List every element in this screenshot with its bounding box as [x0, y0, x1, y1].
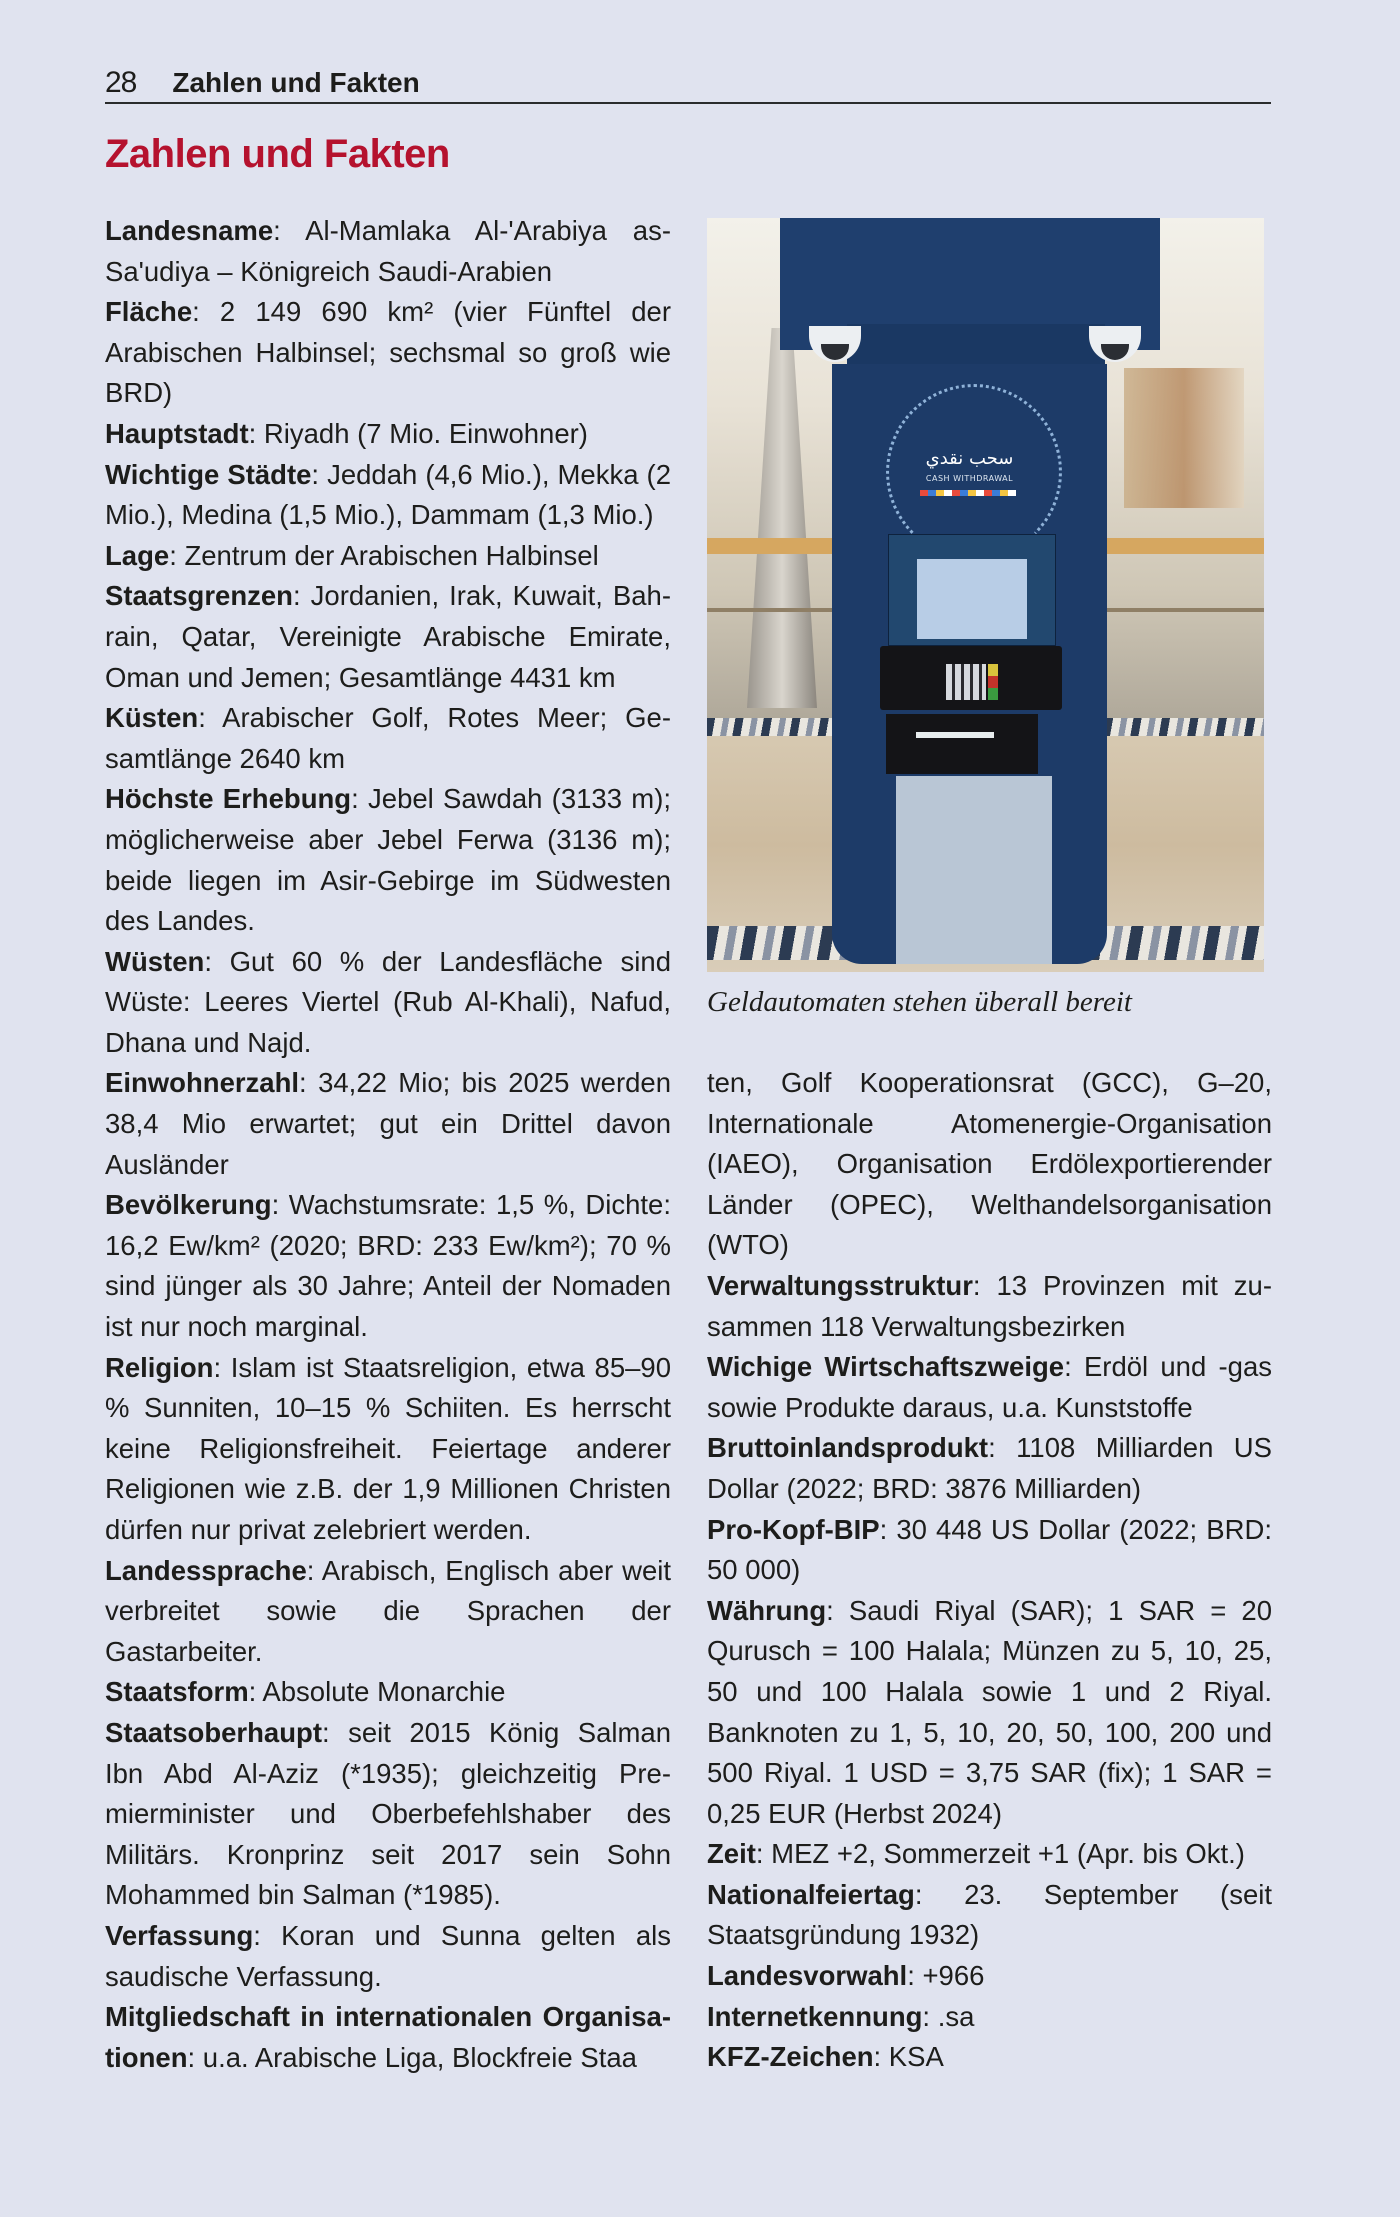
fact-wirtschaftszweige: [707, 1347, 1272, 1428]
fact-verwaltungsstruktur: [707, 1266, 1272, 1347]
fact-lage: [105, 536, 671, 577]
fact-label: Internetkennung: [707, 2000, 923, 2032]
atm-photo: [707, 218, 1264, 972]
fact-label: Einwohnerzahl: [105, 1067, 300, 1099]
fact-text: : Erdöl und -gas sowie Produkte daraus, u.a. Kunststoffe: [707, 1351, 1273, 1423]
fact-text: : Jebel Sawdah (3133 m); möglicherweise aber Jebel Ferwa (3136 m); beide liegen im Asir-Gebirge im Südwesten des Landes.: [105, 783, 671, 937]
fact-bevoelkerung: [105, 1185, 671, 1347]
atm-fascia: [880, 646, 1062, 710]
fact-staatsgrenzen: [105, 576, 671, 698]
fact-wichtige-staedte: [105, 455, 671, 536]
fact-label: Mitgliedschaft in internationalen Organisationen: [105, 2001, 671, 2073]
page-number: 28: [105, 66, 137, 99]
running-title: Zahlen und Fakten: [172, 67, 420, 98]
fact-hauptstadt: [105, 414, 671, 455]
fact-label: Staatsgrenzen: [105, 580, 293, 612]
photo-caption: Geldautomaten stehen überall bereit: [707, 986, 1132, 1018]
mall-shopfront: [1124, 368, 1244, 508]
atm-base: [896, 776, 1052, 964]
cash-slot: [886, 714, 1038, 774]
fact-label: Religion: [105, 1351, 214, 1383]
card-logos-icon: [920, 490, 1016, 496]
fact-text: : Wachstumsrate: 1,5 %, Dichte: 16,2 Ew/km² (2020; BRD: 233 Ew/km²); 70 % sind jünger als 30 Jahre; Anteil der Nomaden ist nur noch marginal.: [105, 1189, 671, 1343]
fact-religion: [105, 1348, 671, 1551]
fact-label: Bruttoinlandsprodukt: [707, 1432, 989, 1464]
fact-label: Hauptstadt: [105, 417, 249, 449]
fact-text: : 30 448 US Dollar (2022; BRD: 50 000): [707, 1513, 1272, 1586]
facts-column-right: [707, 1063, 1272, 2078]
fact-text: : Arabisch, Englisch aber weit verbreitet sowie die Sprachen der Gastarbeiter.: [105, 1554, 671, 1667]
fact-kfz-zeichen: [707, 2037, 1272, 2078]
atm-screen: [917, 559, 1027, 639]
fact-kuesten: [105, 698, 671, 779]
fact-label: Bevölkerung: [105, 1189, 272, 1221]
fact-pro-kopf-bip: [707, 1510, 1272, 1591]
fact-verfassung: [105, 1916, 671, 1997]
fact-text: : 2 149 690 km² (vier Fünftel der Arabischen Halbinsel; sechsmal so groß wie BRD): [105, 296, 671, 409]
fact-staatsform: [105, 1672, 671, 1713]
fact-mitgliedschaft: [105, 1997, 671, 2078]
atm-body: [832, 364, 1107, 964]
section-title: Zahlen und Fakten: [105, 132, 450, 176]
fact-label: Zeit: [707, 1838, 756, 1870]
fact-zeit: [707, 1834, 1272, 1875]
fact-text: : MEZ +2, Sommerzeit +1 (Apr. bis Okt.): [755, 1838, 1245, 1870]
fact-nationalfeiertag: [707, 1875, 1272, 1956]
fact-text: : Jordanien, Irak, Kuwait, Bahrain, Qatar, Vereinigte Arabische Emirate, Oman und Jemen; Gesamtlänge 4431 km: [105, 580, 671, 693]
fact-label: Pro-Kopf-BIP: [707, 1513, 880, 1545]
fact-text: : 13 Provinzen mit zusammen 118 Verwaltungsbezirken: [707, 1269, 1272, 1342]
fact-text: : 34,22 Mio; bis 2025 werden 38,4 Mio erwartet; gut ein Drittel davon Ausländer: [105, 1067, 671, 1180]
fact-text: : 23. September (seit Staatsgründung 1932): [707, 1878, 1272, 1951]
fact-text: : Riyadh (7 Mio. Einwohner): [248, 417, 588, 449]
fact-label: Landesvorwahl: [707, 1960, 908, 1992]
fact-flaeche: [105, 292, 671, 414]
fact-label: Wichige Wirtschaftszweige: [707, 1351, 1065, 1383]
fact-landesvorwahl: [707, 1956, 1272, 1997]
fact-label: Höchste Erhebung: [105, 783, 352, 815]
fact-label: Fläche: [105, 296, 193, 328]
running-header: [105, 64, 1271, 104]
keypad-icon: [946, 664, 986, 700]
fact-landesname: [105, 211, 671, 292]
atm-screen-panel: [888, 534, 1056, 646]
fact-label: Währung: [707, 1594, 827, 1626]
fact-landessprache: [105, 1551, 671, 1673]
fact-text: : Zentrum der Arabischen Halbinsel: [169, 539, 599, 571]
fact-wuesten: [105, 942, 671, 1064]
fact-text: : Koran und Sunna gelten als saudische Verfassung.: [105, 1919, 671, 1992]
fact-label: Küsten: [105, 702, 199, 734]
fact-text: : Gut 60 % der Landesfläche sind Wüste: Leeres Viertel (Rub Al-Khali), Nafud, Dhana und Najd.: [105, 945, 671, 1058]
fact-staatsoberhaupt: [105, 1713, 671, 1916]
fact-label: Staatsform: [105, 1676, 249, 1708]
fact-label: Wüsten: [105, 945, 205, 977]
fact-hoechste-erhebung: [105, 779, 671, 941]
fact-label: Wichtige Städte: [105, 458, 312, 490]
fact-label: Nationalfeiertag: [707, 1878, 915, 1910]
fact-label: Verwaltungsstruktur: [707, 1269, 973, 1301]
fact-einwohnerzahl: [105, 1063, 671, 1185]
fact-text: : 1108 Milliarden US Dollar (2022; BRD: 3876 Milliarden): [707, 1432, 1272, 1504]
fact-text: : Saudi Riyal (SAR); 1 SAR = 20 Qurusch = 100 Halala; Münzen zu 5, 10, 25, 50 und 100 Halala sowie 1 und 2 Riyal. Banknoten zu 1, 5, 10, 20, 50, 100, 200 und 500 Riyal. 1 USD = 3,75 SAR (fix); 1 SAR = 0,25 EUR (Herbst 2024): [707, 1594, 1272, 1829]
atm-sign-english: CASH WITHDRAWAL: [925, 474, 1014, 483]
fact-text: : KSA: [873, 2041, 944, 2073]
fact-bruttoinlandsprodukt: [707, 1428, 1272, 1509]
fact-label: Landesname: [105, 215, 274, 246]
fact-internetkennung: [707, 1997, 1272, 2038]
fact-text: : Arabischer Golf, Rotes Meer; Gesamtlänge 2640 km: [105, 702, 671, 774]
fact-label: Lage: [105, 539, 170, 571]
fact-label: Staatsoberhaupt: [105, 1716, 322, 1748]
atm-sign-arabic: سحب نقدي: [925, 448, 1014, 469]
fact-text: : Absolute Monarchie: [248, 1676, 506, 1708]
function-keys-icon: [988, 664, 998, 700]
fact-waehrung: [707, 1591, 1272, 1835]
fact-label: KFZ-Zeichen: [707, 2041, 874, 2073]
fact-text: : u.a. Arabische Liga, Blockfreie Staa: [187, 2041, 637, 2073]
fact-mitgliedschaft-continued: ten, Golf Kooperationsrat (GCC), G–20, Internationale Atomenergie-Organisation (IAEO), Organisation Erdölexportierender Länder (OPEC), Welthandelsorganisation (WTO): [707, 1067, 1272, 1261]
fact-text: : seit 2015 König Salman Ibn Abd Al-Aziz (*1935); gleichzeitig Premierminister und Oberbefehlshaber des Militärs. Kronprinz seit 2017 sein Sohn Mohammed bin Salman (*1985).: [105, 1716, 671, 1911]
facts-column-left: [105, 211, 671, 2078]
fact-label: Landessprache: [105, 1554, 307, 1586]
atm-neck: [847, 324, 1105, 368]
fact-text: : .sa: [922, 2000, 975, 2032]
fact-text: : Jeddah (4,6 Mio.), Mekka (2 Mio.), Medina (1,5 Mio.), Dammam (1,3 Mio.): [105, 458, 671, 531]
fact-text: : Al-Mamlaka Al-'Arabiya as-Sa'udiya – Königreich Saudi-Arabien: [105, 215, 671, 287]
fact-text: : +966: [907, 1960, 985, 1992]
fact-text: : Islam ist Staatsreligion, etwa 85–90 % Sunniten, 10–15 % Schiiten. Es herrscht keine Religionsfreiheit. Feiertage anderer Religionen wie z.B. der 1,9 Millionen Christen dürfen nur privat zelebriert werden.: [105, 1351, 671, 1545]
fact-label: Verfassung: [105, 1919, 254, 1951]
